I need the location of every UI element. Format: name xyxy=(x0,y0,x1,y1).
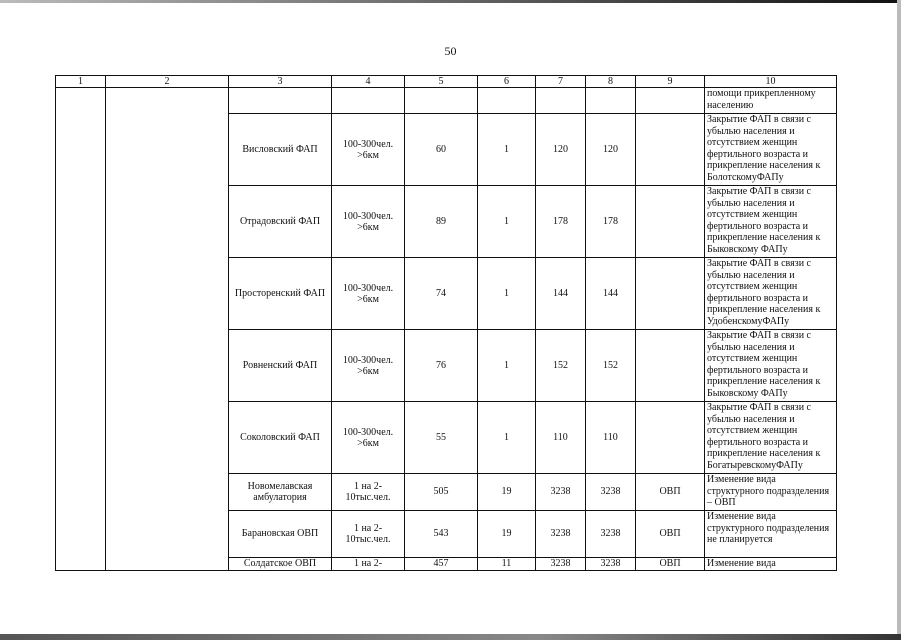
value-col8: 3238 xyxy=(586,558,636,571)
value-col5: 55 xyxy=(405,402,478,474)
value-col6: 11 xyxy=(478,558,536,571)
norm-cell: 1 на 2-10тыс.чел. xyxy=(332,474,405,511)
facility-name: Отрадовский ФАП xyxy=(229,186,332,258)
value-col6: 1 xyxy=(478,114,536,186)
norm-cell: 100-300чел. >6км xyxy=(332,186,405,258)
value-col9 xyxy=(636,402,705,474)
norm-cell: 100-300чел. >6км xyxy=(332,402,405,474)
cell-col1 xyxy=(56,88,106,571)
page-number: 50 xyxy=(444,44,457,58)
value-col9 xyxy=(636,330,705,402)
norm-cell: 100-300чел. >6км xyxy=(332,114,405,186)
value-col5: 505 xyxy=(405,474,478,511)
value-col8: 144 xyxy=(586,258,636,330)
column-number: 8 xyxy=(586,76,636,88)
norm-cell: 100-300чел. >6км xyxy=(332,330,405,402)
value-col8: 3238 xyxy=(586,474,636,511)
norm-cell: 100-300чел. >6км xyxy=(332,258,405,330)
facility-name xyxy=(229,88,332,114)
value-col5: 89 xyxy=(405,186,478,258)
column-number: 6 xyxy=(478,76,536,88)
value-col9 xyxy=(636,88,705,114)
value-col6 xyxy=(478,88,536,114)
note-cell: помощи прикрепленному населению xyxy=(705,88,837,114)
scan-edge-bottom xyxy=(0,634,901,640)
note-cell: Закрытие ФАП в связи с убылью населения и отсутствием женщин фертильного возраста и прикрепление населения к УдобенскомуФАПу xyxy=(705,258,837,330)
note-cell: Закрытие ФАП в связи с убылью населения и отсутствием женщин фертильного возраста и прикрепление населения к Быковскому ФАПу xyxy=(705,186,837,258)
column-number: 7 xyxy=(536,76,586,88)
column-number: 4 xyxy=(332,76,405,88)
table-row xyxy=(56,88,837,114)
value-col5: 457 xyxy=(405,558,478,571)
value-col7: 178 xyxy=(536,186,586,258)
facility-name: Ровненский ФАП xyxy=(229,330,332,402)
column-numbers-row xyxy=(56,76,837,88)
value-col7: 3238 xyxy=(536,474,586,511)
value-col8: 3238 xyxy=(586,511,636,558)
value-col7: 120 xyxy=(536,114,586,186)
norm-cell: 1 на 2-10тыс.чел. xyxy=(332,511,405,558)
value-col5: 74 xyxy=(405,258,478,330)
facility-name: Просторенский ФАП xyxy=(229,258,332,330)
value-col8: 178 xyxy=(586,186,636,258)
value-col5: 543 xyxy=(405,511,478,558)
scan-edge-top xyxy=(0,0,901,3)
value-col9: ОВП xyxy=(636,511,705,558)
note-cell: Изменение вида структурного подразделения не планируется xyxy=(705,511,837,558)
value-col8 xyxy=(586,88,636,114)
column-number: 2 xyxy=(106,76,229,88)
value-col9: ОВП xyxy=(636,474,705,511)
value-col6: 1 xyxy=(478,402,536,474)
facility-name: Солдатское ОВП xyxy=(229,558,332,571)
value-col7: 110 xyxy=(536,402,586,474)
value-col7: 152 xyxy=(536,330,586,402)
value-col6: 19 xyxy=(478,511,536,558)
value-col6: 1 xyxy=(478,330,536,402)
value-col8: 152 xyxy=(586,330,636,402)
cell-col2 xyxy=(106,88,229,571)
value-col7: 144 xyxy=(536,258,586,330)
value-col7 xyxy=(536,88,586,114)
value-col7: 3238 xyxy=(536,511,586,558)
value-col8: 120 xyxy=(586,114,636,186)
value-col5 xyxy=(405,88,478,114)
norm-cell xyxy=(332,88,405,114)
value-col9 xyxy=(636,258,705,330)
column-number: 9 xyxy=(636,76,705,88)
value-col5: 60 xyxy=(405,114,478,186)
scan-edge-right xyxy=(897,0,901,640)
value-col6: 1 xyxy=(478,258,536,330)
data-table xyxy=(55,75,837,571)
note-cell: Закрытие ФАП в связи с убылью населения и отсутствием женщин фертильного возраста и прикрепление населения к БогатыревскомуФАПу xyxy=(705,402,837,474)
facility-name: Висловский ФАП xyxy=(229,114,332,186)
value-col6: 19 xyxy=(478,474,536,511)
column-number: 10 xyxy=(705,76,837,88)
column-number: 3 xyxy=(229,76,332,88)
value-col9 xyxy=(636,114,705,186)
value-col7: 3238 xyxy=(536,558,586,571)
note-cell: Изменение вида структурного подразделения – ОВП xyxy=(705,474,837,511)
column-number: 5 xyxy=(405,76,478,88)
value-col9: ОВП xyxy=(636,558,705,571)
facility-name: Барановская ОВП xyxy=(229,511,332,558)
norm-cell: 1 на 2- xyxy=(332,558,405,571)
column-number: 1 xyxy=(56,76,106,88)
value-col8: 110 xyxy=(586,402,636,474)
note-cell: Закрытие ФАП в связи с убылью населения и отсутствием женщин фертильного возраста и прикрепление населения к Быковскому ФАПу xyxy=(705,330,837,402)
note-cell: Закрытие ФАП в связи с убылью населения и отсутствием женщин фертильного возраста и прикрепление населения к БолотскомуФАПу xyxy=(705,114,837,186)
value-col9 xyxy=(636,186,705,258)
facility-name: Новомелавская амбулатория xyxy=(229,474,332,511)
facility-name: Соколовский ФАП xyxy=(229,402,332,474)
value-col5: 76 xyxy=(405,330,478,402)
note-cell: Изменение вида xyxy=(705,558,837,571)
value-col6: 1 xyxy=(478,186,536,258)
